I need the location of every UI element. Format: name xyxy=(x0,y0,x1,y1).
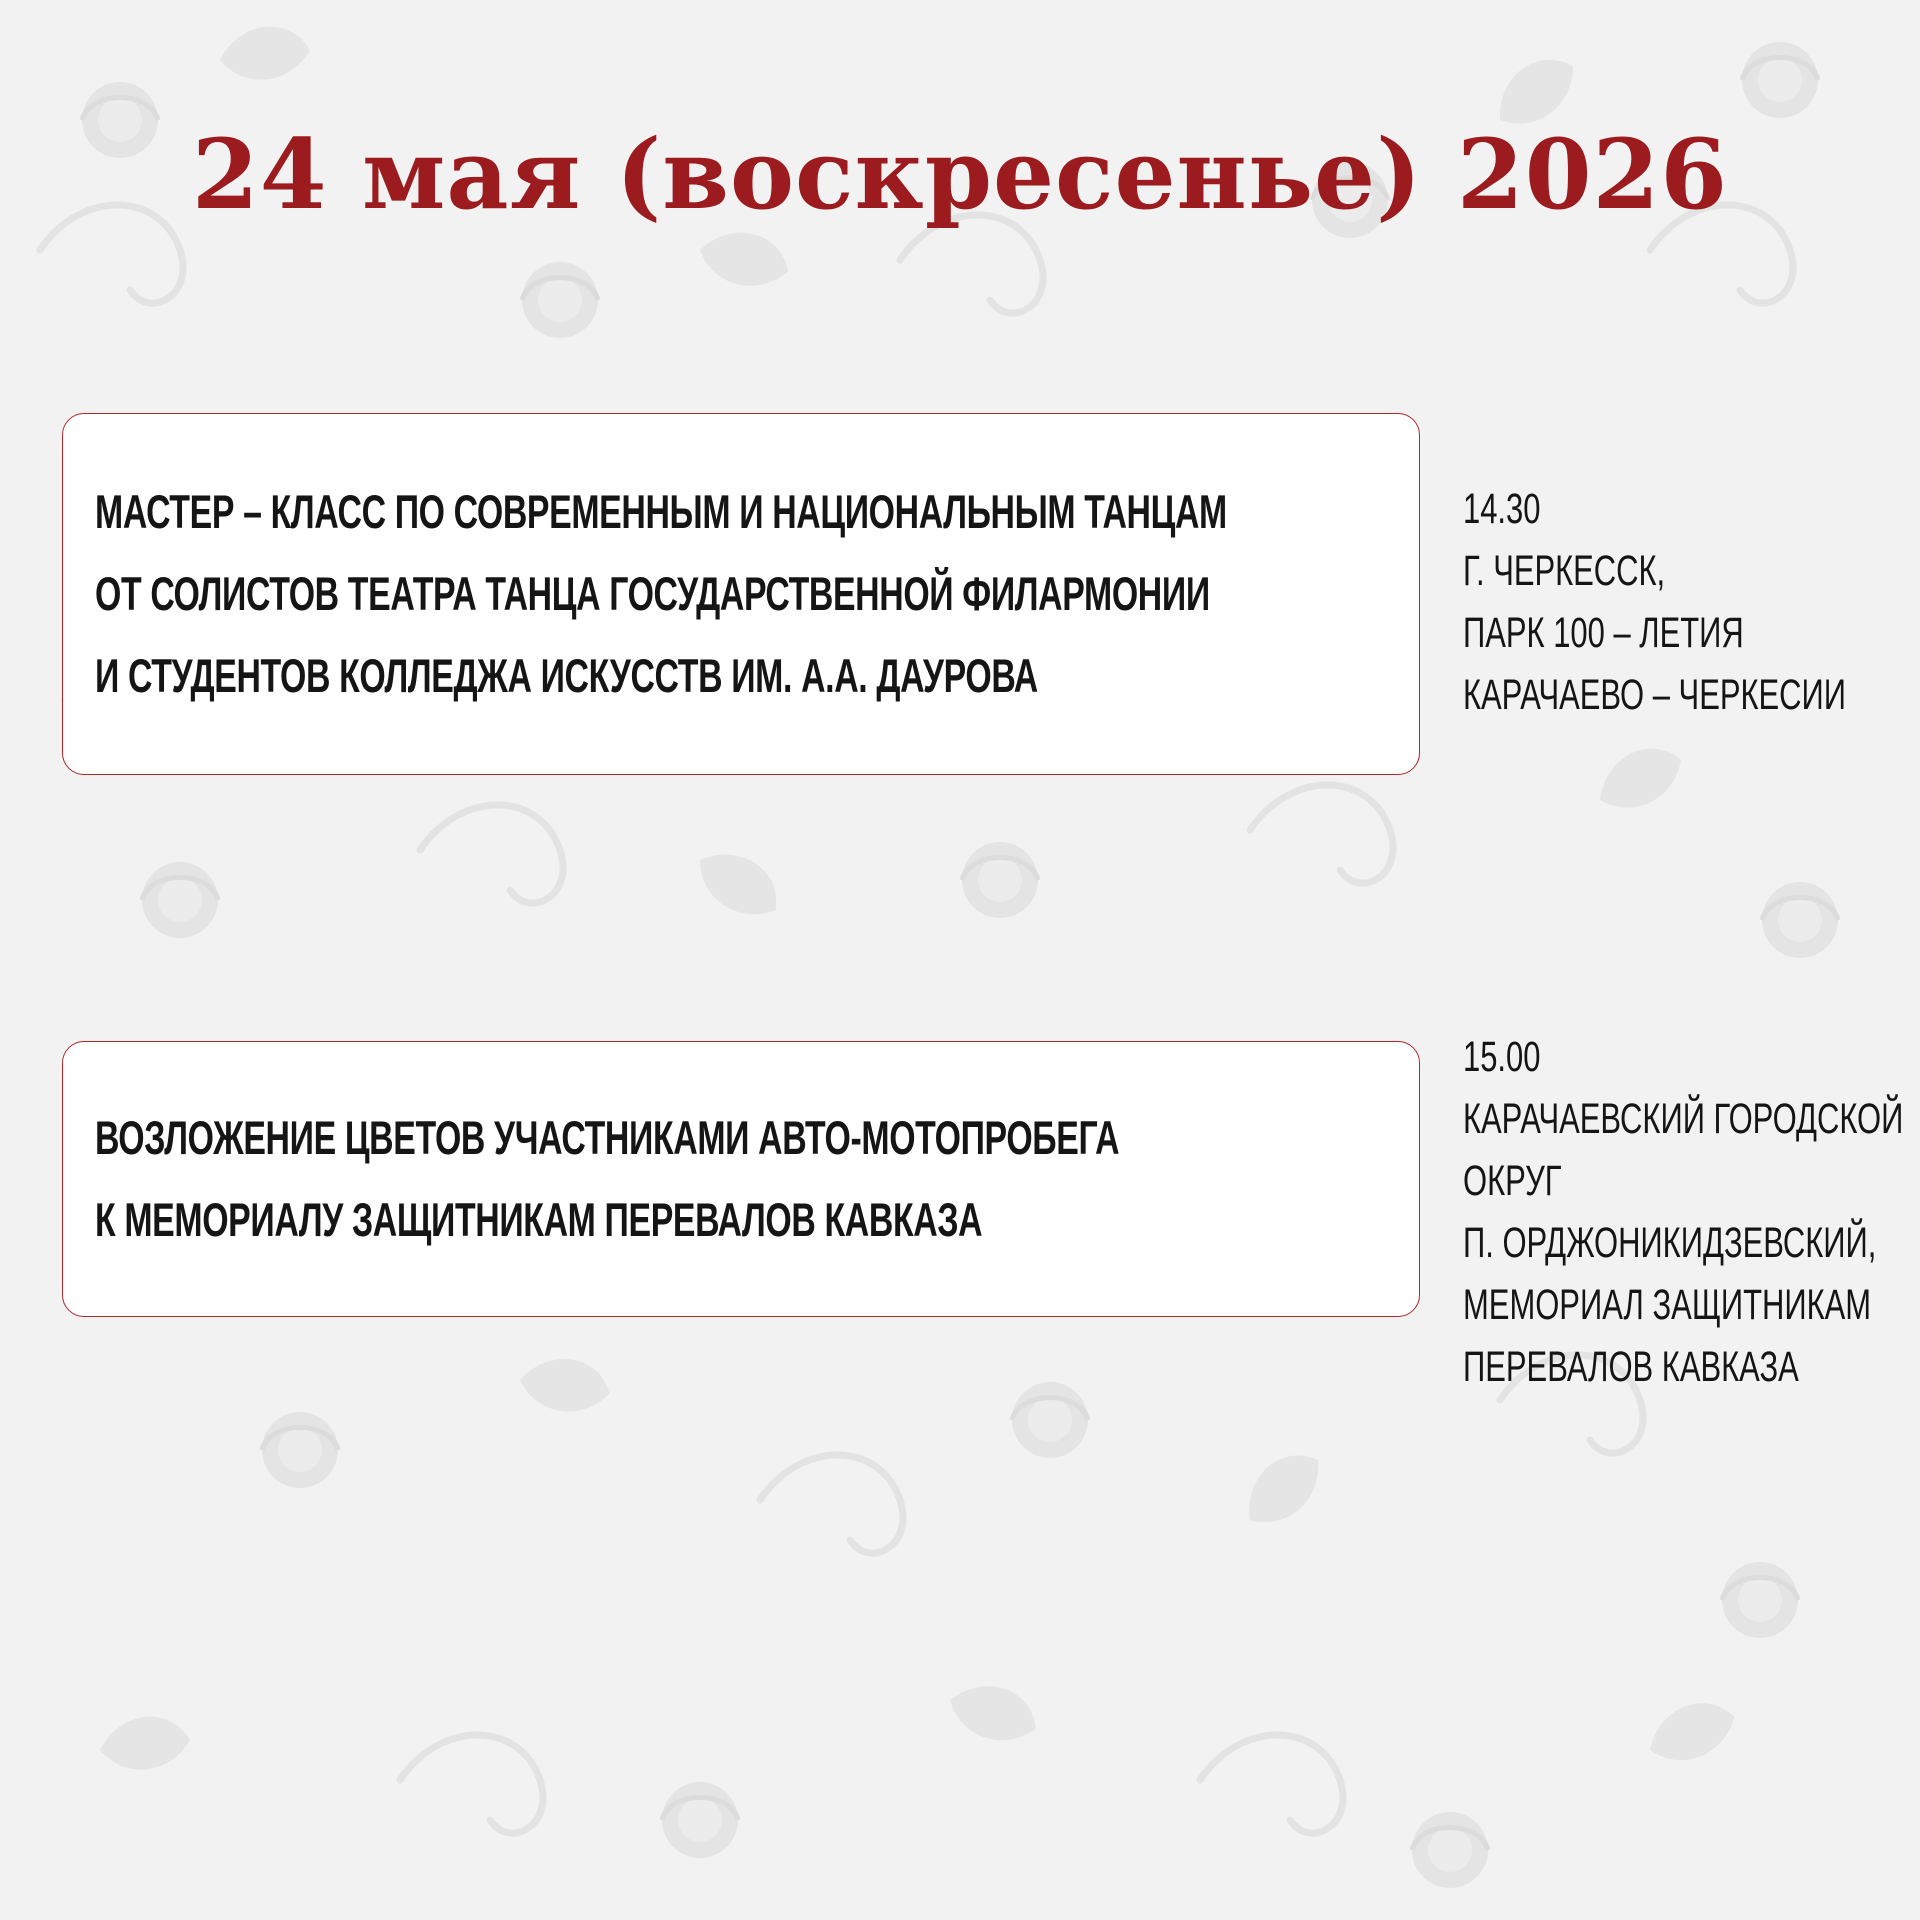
page-title: 24 мая (воскресенье) 2026 xyxy=(191,118,1729,231)
event-description-line: ОТ СОЛИСТОВ ТЕАТРА ТАНЦА ГОСУДАРСТВЕННОЙ ФИЛАРМОНИИ xyxy=(95,567,1210,620)
event-info xyxy=(1463,1026,1920,1398)
event-location-line: П. ОРДЖОНИКИДЗЕВСКИЙ, xyxy=(1463,1219,1877,1267)
event-location-line: КАРАЧАЕВО – ЧЕРКЕСИИ xyxy=(1463,671,1847,719)
event-card xyxy=(62,413,1420,775)
event-location-line: ПЕРЕВАЛОВ КАВКАЗА xyxy=(1463,1343,1799,1391)
event-location-line: ПАРК 100 – ЛЕТИЯ xyxy=(1463,609,1744,657)
event-description-line: К МЕМОРИАЛУ ЗАЩИТНИКАМ ПЕРЕВАЛОВ КАВКАЗА xyxy=(95,1193,983,1246)
event-card xyxy=(62,1041,1420,1317)
event-description-line: И СТУДЕНТОВ КОЛЛЕДЖА ИСКУССТВ ИМ. А.А. ДАУРОВА xyxy=(95,649,1038,702)
event-time: 15.00 xyxy=(1463,1033,1541,1081)
event-time: 14.30 xyxy=(1463,485,1541,533)
event-description-line: ВОЗЛОЖЕНИЕ ЦВЕТОВ УЧАСТНИКАМИ АВТО-МОТОПРОБЕГА xyxy=(95,1111,1120,1164)
event-description-line: МАСТЕР – КЛАСС ПО СОВРЕМЕННЫМ И НАЦИОНАЛЬНЫМ ТАНЦАМ xyxy=(95,485,1227,538)
event-location-line: Г. ЧЕРКЕССК, xyxy=(1463,547,1666,595)
event-location-line: МЕМОРИАЛ ЗАЩИТНИКАМ xyxy=(1463,1281,1872,1329)
event-location-line: ОКРУГ xyxy=(1463,1157,1562,1205)
event-location-line: КАРАЧАЕВСКИЙ ГОРОДСКОЙ xyxy=(1463,1095,1904,1143)
event-info xyxy=(1463,478,1920,726)
